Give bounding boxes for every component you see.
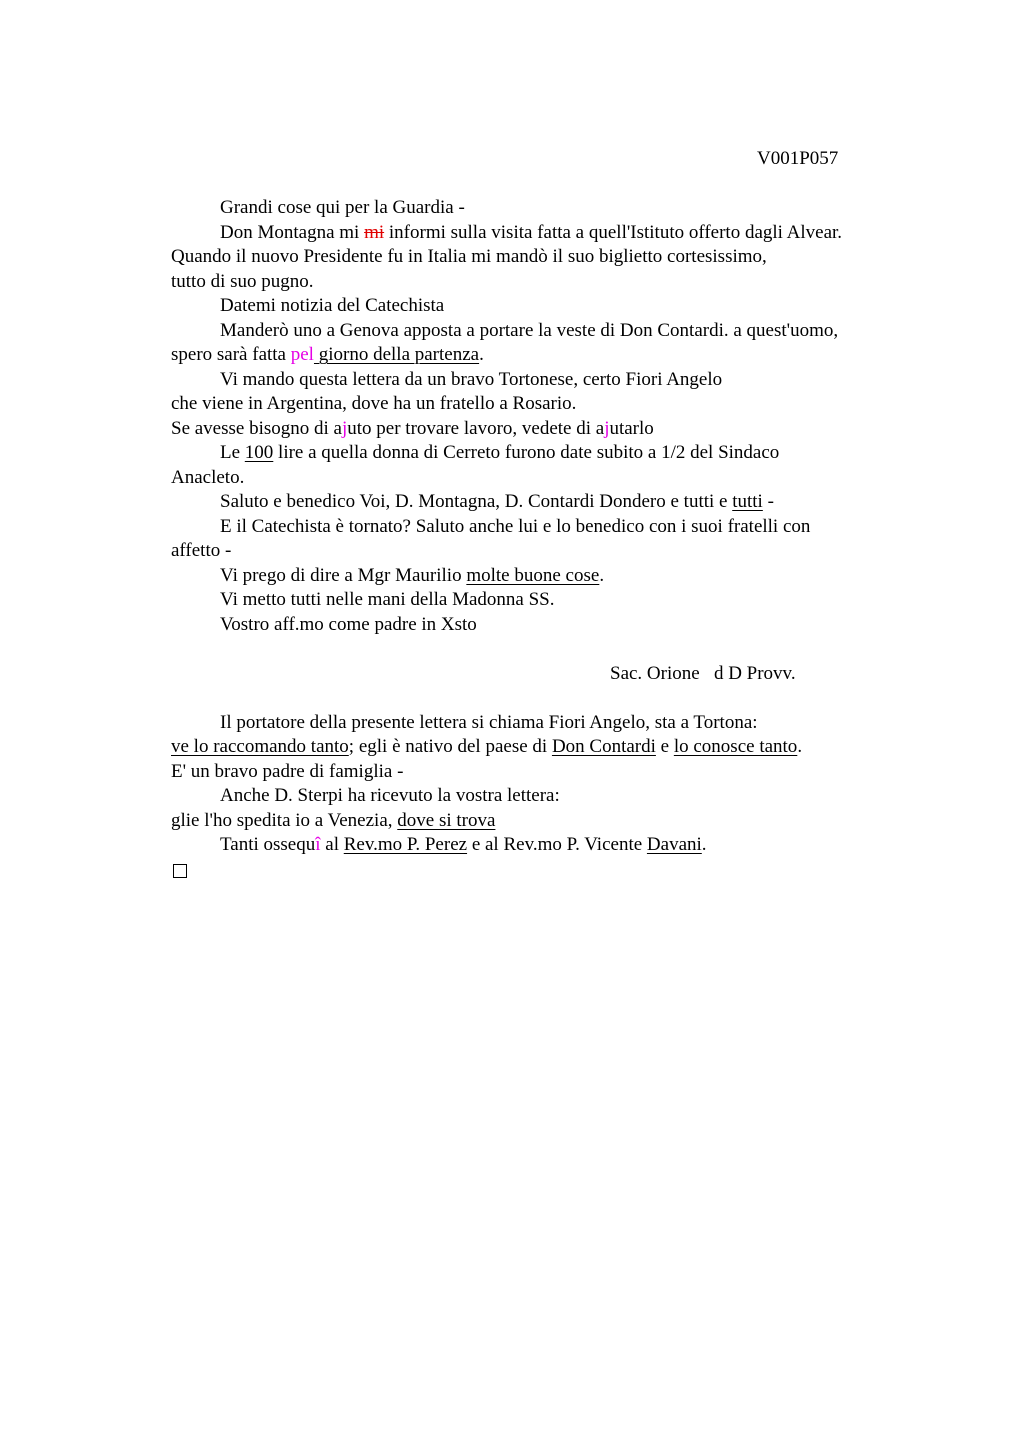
line-text: Il portatore della presente lettera si chiama Fiori Angelo, sta a Tortona: <box>220 711 758 733</box>
blank-line <box>171 637 911 662</box>
underlined-text: 100 <box>244 442 274 463</box>
line-text: spero sarà fatta <box>171 344 291 365</box>
letter-body <box>171 196 911 885</box>
text-line <box>171 343 911 368</box>
text-line <box>171 270 911 295</box>
text-line <box>171 368 911 393</box>
text-line <box>171 539 911 564</box>
text-line <box>171 735 911 760</box>
line-text: Anacleto. <box>171 466 245 488</box>
line-text: glie l'ho spedita io a Venezia, <box>171 809 398 831</box>
line-text: uto per trovare lavoro, vedete di a <box>347 417 605 439</box>
line-text: . <box>701 834 707 855</box>
text-line <box>171 858 911 886</box>
underlined-text: Davani <box>646 834 702 855</box>
text-line <box>171 564 911 589</box>
underlined-text: tutti <box>732 491 763 512</box>
text-line <box>171 221 911 246</box>
line-text: utarlo <box>609 417 654 439</box>
inserted-letter: j <box>604 417 610 439</box>
text-line <box>171 417 911 442</box>
line-text: Manderò uno a Genova apposta a portare la veste di Don Contardi. a quest'uomo, <box>220 319 839 341</box>
line-text: Quando il nuovo Presidente fu in Italia mi mandò il suo biglietto cortesissimo, <box>171 246 767 267</box>
line-text: al <box>320 834 344 855</box>
line-text: lire a quella donna di Cerreto furono date subito a 1/2 del Sindaco <box>273 442 780 463</box>
line-text: Datemi notizia del Catechista <box>220 295 445 316</box>
underlined-text: Rev.mo P. Perez <box>343 834 468 855</box>
empty-box-icon <box>173 864 187 878</box>
line-text: Vi mando questa lettera da un bravo Tortonese, certo Fiori Angelo <box>220 368 723 390</box>
line-text: informi sulla visita fatta a quell'Istituto offerto dagli Alvear. <box>384 221 843 243</box>
line-text: Vi prego di dire a Mgr Maurilio <box>220 564 467 586</box>
text-line <box>171 294 911 319</box>
text-line <box>171 196 911 221</box>
inserted-letter: î <box>315 834 321 855</box>
inserted-word: pel <box>290 344 314 365</box>
underlined-text: dove si trova <box>397 809 496 831</box>
text-line <box>171 515 911 540</box>
line-text: che viene in Argentina, dove ha un fratello a Rosario. <box>171 393 577 414</box>
blank-line <box>171 686 911 711</box>
text-line <box>171 809 911 834</box>
line-text: tutto di suo pugno. <box>171 270 314 292</box>
line-text: Se avesse bisogno di a <box>171 417 342 439</box>
text-line <box>171 760 911 785</box>
text-line <box>171 784 911 809</box>
line-text: . <box>479 344 484 365</box>
text-line <box>171 441 911 466</box>
line-text: ; egli è nativo del paese di <box>348 736 552 757</box>
line-text: . <box>599 564 605 586</box>
line-text: Saluto e benedico Voi, D. Montagna, D. Contardi Dondero e tutti e <box>220 491 733 512</box>
inserted-letter: j <box>341 417 348 439</box>
underlined-text: ve lo raccomando tanto <box>171 736 349 757</box>
signature: Sac. Orione d D Provv. <box>610 662 796 684</box>
text-line <box>171 245 911 270</box>
line-text: Le <box>220 442 245 463</box>
line-text: Anche D. Sterpi ha ricevuto la vostra lettera: <box>220 785 560 806</box>
line-text: . <box>797 736 803 757</box>
line-text: Don Montagna mi <box>220 221 365 243</box>
line-text: Vostro aff.mo come padre in Xsto <box>220 613 477 635</box>
text-line <box>171 319 911 344</box>
line-text: Vi metto tutti nelle mani della Madonna SS. <box>220 589 555 610</box>
line-text: affetto - <box>171 540 232 561</box>
underlined-text: lo conosce tanto <box>673 736 798 757</box>
line-text: Tanti ossequ <box>220 834 316 855</box>
line-text: - <box>762 491 774 512</box>
deleted-word: mi <box>364 221 385 243</box>
line-text: Grandi cose qui per la Guardia - <box>220 197 465 218</box>
page-identifier: V001P057 <box>757 148 839 169</box>
signature-line <box>171 662 911 687</box>
text-line <box>171 588 911 613</box>
text-line <box>171 711 911 736</box>
underlined-text: molte buone cose <box>466 564 600 586</box>
line-text: E' un bravo padre di famiglia - <box>171 760 404 782</box>
text-line <box>171 613 911 638</box>
text-line <box>171 392 911 417</box>
line-text: E il Catechista è tornato? Saluto anche lui e lo benedico con i suoi fratelli con <box>220 515 811 537</box>
text-line <box>171 466 911 491</box>
text-line <box>171 490 911 515</box>
text-line <box>171 833 911 858</box>
line-text: e al Rev.mo P. Vicente <box>467 834 647 855</box>
underlined-text: giorno della partenza <box>313 344 480 365</box>
underlined-text: Don Contardi <box>551 736 656 757</box>
line-text: e <box>655 736 674 757</box>
